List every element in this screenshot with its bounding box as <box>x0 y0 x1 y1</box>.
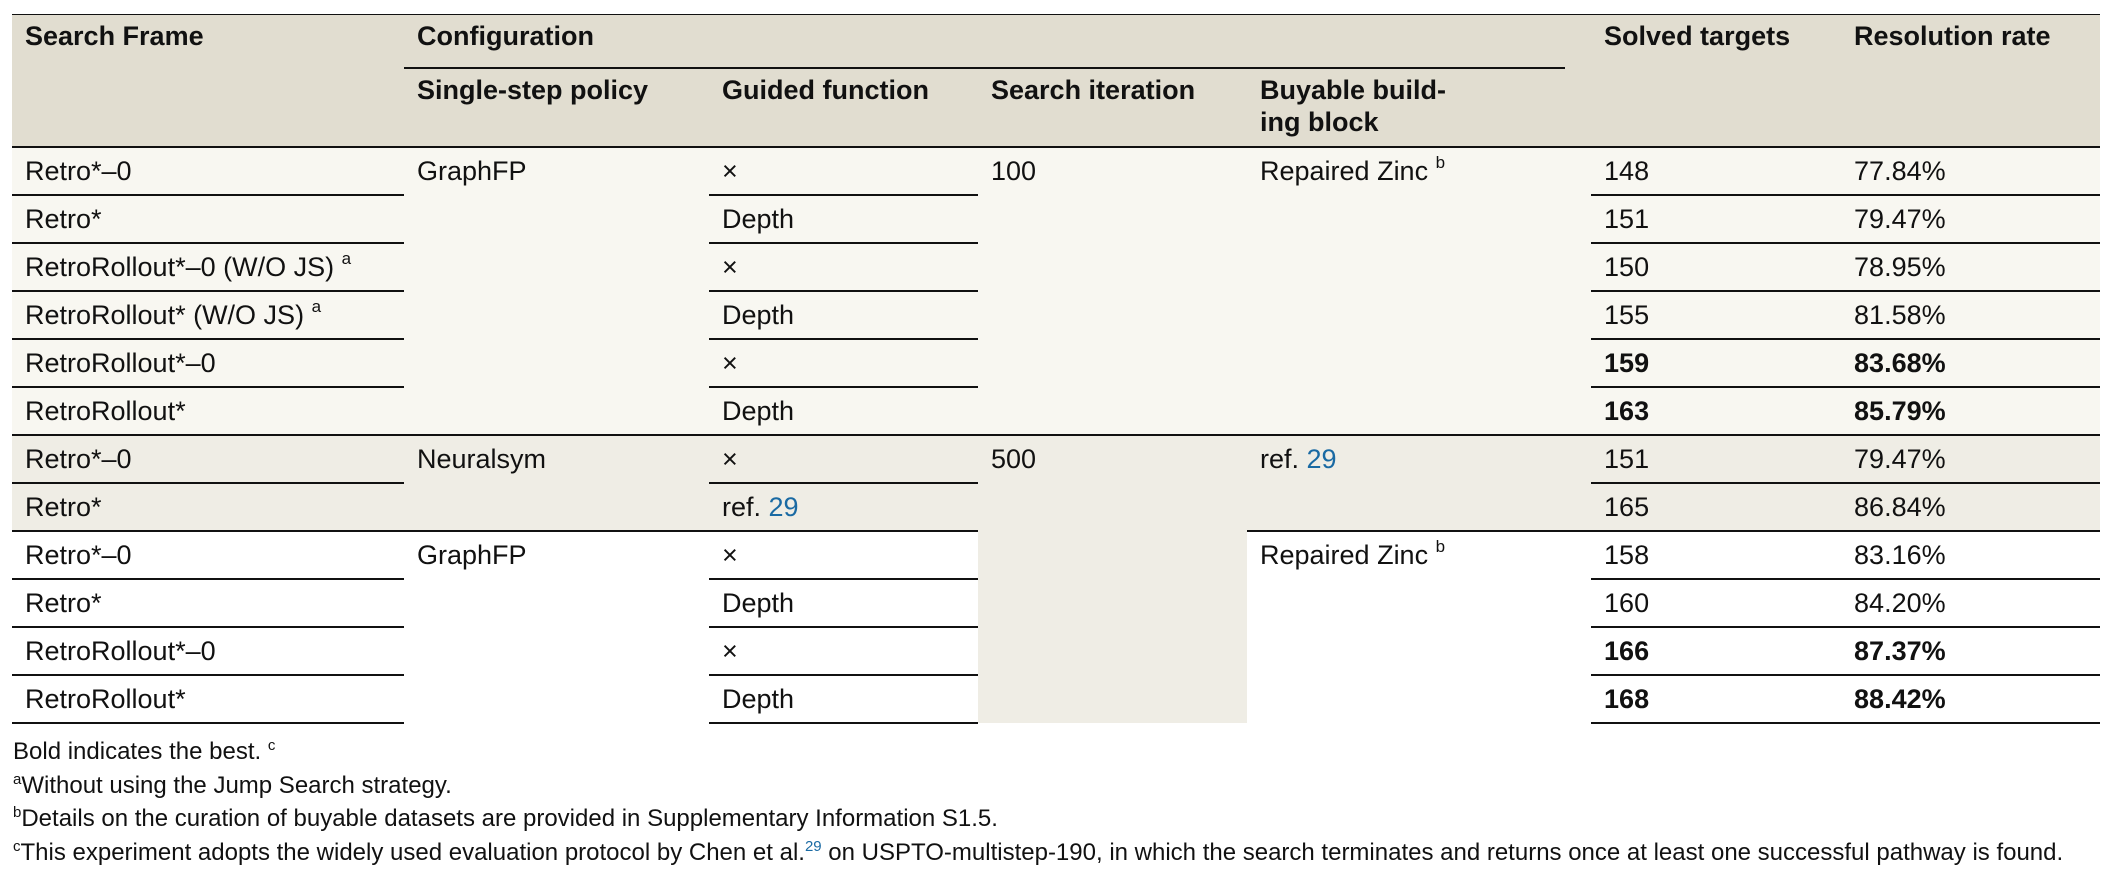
resolution-rate-cell: 87.37% <box>1841 627 2100 675</box>
guided-function-cell: × <box>709 531 978 579</box>
table-body <box>12 147 2100 723</box>
header-resolution-rate: Resolution rate <box>1841 15 2100 147</box>
search-frame-cell: Retro*–0 <box>12 531 404 579</box>
search-frame-cell: RetroRollout*–0 <box>12 627 404 675</box>
reference-link[interactable]: 29 <box>768 492 799 522</box>
resolution-rate-cell: 78.95% <box>1841 243 2100 291</box>
table-row <box>12 435 2100 483</box>
guided-function-cell: ref. 29 <box>709 483 978 531</box>
footnote-c: $^c$This experiment adopts the widely used evaluation protocol by Chen et al.$^{29}$ on USPTO-multistep-190, in which the search terminates and returns once at least one successful pathway is found. <box>13 837 2064 866</box>
header-guided-function: Guided function <box>709 68 978 147</box>
header-search-frame: Search Frame <box>12 15 404 147</box>
search-frame-cell: Retro* <box>12 483 404 531</box>
header-configuration: Configuration <box>404 15 1565 68</box>
spacer-cell <box>1565 531 1591 723</box>
guided-function-cell: Depth <box>709 387 978 435</box>
footnote-mark: c <box>267 737 276 754</box>
footnote-mark: b <box>1435 153 1446 172</box>
footnote-mark: b <box>13 804 22 821</box>
guided-function-cell: × <box>709 435 978 483</box>
search-frame-cell: Retro* <box>12 579 404 627</box>
resolution-rate-cell: 88.42% <box>1841 675 2100 723</box>
policy-cell: GraphFP <box>404 531 709 723</box>
buyable-block-cell: Repaired Zinc $^b$ <box>1247 531 1565 723</box>
header-buyable-building-block: Buyable build- ing block <box>1247 68 1565 147</box>
guided-function-cell: × <box>709 243 978 291</box>
solved-targets-cell: 166 <box>1591 627 1841 675</box>
results-table <box>12 15 2100 724</box>
search-frame-cell: RetroRollout* <box>12 675 404 723</box>
resolution-rate-cell: 83.68% <box>1841 339 2100 387</box>
solved-targets-cell: 155 <box>1591 291 1841 339</box>
guided-function-cell: Depth <box>709 291 978 339</box>
footnote-mark: b <box>1435 537 1446 556</box>
resolution-rate-cell: 84.20% <box>1841 579 2100 627</box>
solved-targets-cell: 168 <box>1591 675 1841 723</box>
resolution-rate-cell: 81.58% <box>1841 291 2100 339</box>
solved-targets-cell: 150 <box>1591 243 1841 291</box>
search-frame-cell: RetroRollout* (W/O JS) $^a$ <box>12 291 404 339</box>
search-iteration-cell: 100 <box>978 147 1247 435</box>
resolution-rate-cell: 83.16% <box>1841 531 2100 579</box>
buyable-block-cell: ref. 29 <box>1247 435 1565 531</box>
search-frame-cell: Retro* <box>12 195 404 243</box>
resolution-rate-cell: 86.84% <box>1841 483 2100 531</box>
table-row <box>12 147 2100 195</box>
search-frame-cell: Retro*–0 <box>12 435 404 483</box>
footnote-bold: Bold indicates the best. $^c$ <box>13 737 276 765</box>
search-frame-cell: Retro*–0 <box>12 147 404 195</box>
buyable-block-cell: Repaired Zinc $^b$ <box>1247 147 1565 435</box>
search-frame-cell: RetroRollout* <box>12 387 404 435</box>
header-spacer <box>1565 15 1591 147</box>
guided-function-cell: Depth <box>709 195 978 243</box>
solved-targets-cell: 165 <box>1591 483 1841 531</box>
spacer-cell <box>1565 147 1591 435</box>
solved-targets-cell: 151 <box>1591 195 1841 243</box>
resolution-rate-cell: 85.79% <box>1841 387 2100 435</box>
reference-link[interactable]: 29 <box>1306 444 1337 474</box>
guided-function-cell: × <box>709 147 978 195</box>
policy-cell: Neuralsym <box>404 435 709 531</box>
solved-targets-cell: 148 <box>1591 147 1841 195</box>
resolution-rate-cell: 79.47% <box>1841 195 2100 243</box>
resolution-rate-cell: 79.47% <box>1841 435 2100 483</box>
search-iteration-cell: 500 <box>978 435 1247 723</box>
footnote-a: $^a$Without using the Jump Search strategy. <box>13 770 452 799</box>
footnote-mark: a <box>311 297 322 316</box>
solved-targets-cell: 160 <box>1591 579 1841 627</box>
footnote-mark: c <box>13 837 21 855</box>
resolution-rate-cell: 77.84% <box>1841 147 2100 195</box>
guided-function-cell: Depth <box>709 579 978 627</box>
header-solved-targets: Solved targets <box>1591 15 1841 147</box>
solved-targets-cell: 158 <box>1591 531 1841 579</box>
footnote-b: $^b$Details on the curation of buyable datasets are provided in Supplementary Information S1.5. <box>13 804 998 832</box>
solved-targets-cell: 151 <box>1591 435 1841 483</box>
footnote-mark: a <box>341 249 352 268</box>
policy-cell: GraphFP <box>404 147 709 435</box>
search-frame-cell: RetroRollout*–0 (W/O JS) $^a$ <box>12 243 404 291</box>
reference-link[interactable]: 29 <box>804 837 822 855</box>
header-search-iteration: Search iteration <box>978 68 1247 147</box>
footnote-mark: a <box>13 770 22 788</box>
table-header <box>12 15 2100 147</box>
header-single-step-policy: Single-step policy <box>404 68 709 147</box>
results-table-container <box>12 15 2100 724</box>
solved-targets-cell: 163 <box>1591 387 1841 435</box>
guided-function-cell: × <box>709 627 978 675</box>
guided-function-cell: Depth <box>709 675 978 723</box>
search-frame-cell: RetroRollout*–0 <box>12 339 404 387</box>
table-footnotes <box>13 735 2103 869</box>
spacer-cell <box>1565 435 1591 531</box>
solved-targets-cell: 159 <box>1591 339 1841 387</box>
guided-function-cell: × <box>709 339 978 387</box>
